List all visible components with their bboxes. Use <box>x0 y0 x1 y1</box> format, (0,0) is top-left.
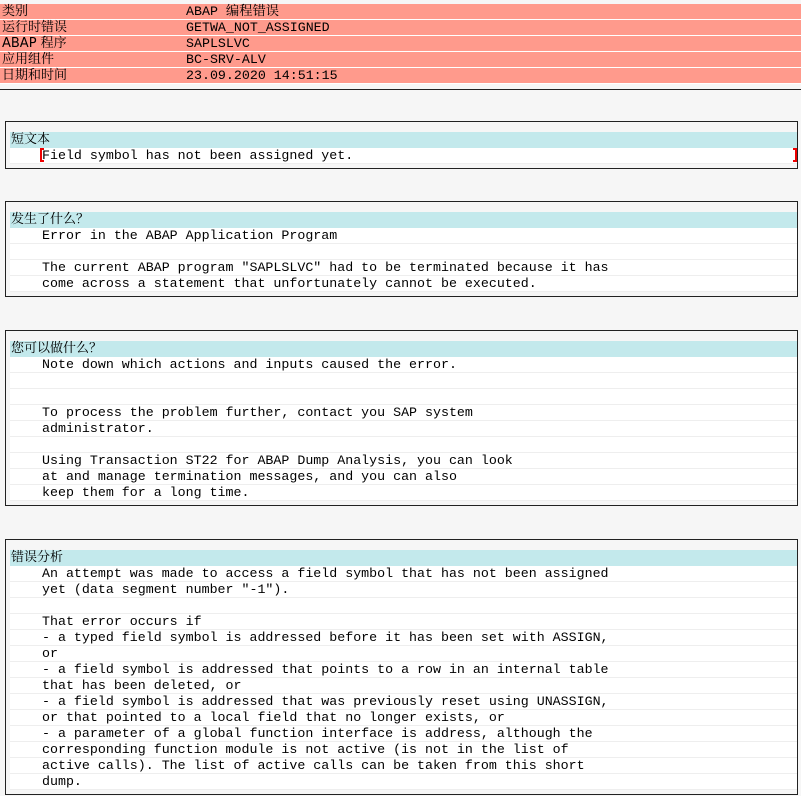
text-line-content: that has been deleted, or <box>42 678 242 693</box>
text-line-content: Using Transaction ST22 for ABAP Dump Analysis, you can look <box>42 453 513 468</box>
text-line[interactable] <box>10 630 797 646</box>
text-line[interactable] <box>10 710 797 726</box>
text-line[interactable] <box>10 726 797 742</box>
text-line[interactable] <box>10 598 797 614</box>
text-line[interactable] <box>10 485 797 501</box>
dump-header <box>0 4 801 84</box>
text-line[interactable] <box>10 646 797 662</box>
header-value: GETWA_NOT_ASSIGNED <box>186 20 330 35</box>
section-title: 您可以做什么？ <box>10 341 797 357</box>
header-row-category <box>0 4 801 20</box>
text-line[interactable] <box>10 662 797 678</box>
text-line-content: active calls). The list of active calls can be taken from this short <box>42 758 585 773</box>
text-line-content: The current ABAP program "SAPLSLVC" had to be terminated because it has <box>42 260 609 275</box>
text-line[interactable] <box>10 357 797 373</box>
header-key: 类别 <box>2 4 29 19</box>
text-line[interactable] <box>10 582 797 598</box>
section-short-text <box>5 121 798 169</box>
header-value: 23.09.2020 14:51:15 <box>186 68 338 83</box>
header-key: 运行时错误 <box>2 20 68 35</box>
text-line[interactable] <box>10 742 797 758</box>
header-divider <box>0 89 801 90</box>
section-title: 发生了什么？ <box>10 212 797 228</box>
selection-start-marker <box>40 148 44 162</box>
text-line-content: That error occurs if <box>42 614 202 629</box>
text-line[interactable] <box>10 405 797 421</box>
text-line[interactable] <box>10 276 797 292</box>
text-line-content: - a field symbol is addressed that points to a row in an internal table <box>42 662 609 677</box>
text-line[interactable] <box>10 614 797 630</box>
text-line-content: - a typed field symbol is addressed before it has been set with ASSIGN, <box>42 630 609 645</box>
section-what-happened <box>5 201 798 297</box>
text-line-content: Field symbol has not been assigned yet. <box>42 148 354 163</box>
text-line-content: come across a statement that unfortunately cannot be executed. <box>42 276 537 291</box>
text-line-content: administrator. <box>42 421 154 436</box>
text-line-content: - a field symbol is addressed that was previously reset using UNASSIGN, <box>42 694 609 709</box>
text-line[interactable] <box>10 566 797 582</box>
text-line[interactable] <box>10 694 797 710</box>
text-line[interactable] <box>10 244 797 260</box>
section-error-analysis <box>5 539 798 795</box>
header-row-datetime <box>0 68 801 84</box>
text-line-content: - a parameter of a global function interface is address, although the <box>42 726 593 741</box>
text-line[interactable] <box>10 678 797 694</box>
text-line[interactable] <box>10 453 797 469</box>
text-line[interactable] <box>10 774 797 790</box>
text-line[interactable] <box>10 228 797 244</box>
text-line-content: at and manage termination messages, and you can also <box>42 469 457 484</box>
text-line[interactable] <box>10 758 797 774</box>
text-line-content: An attempt was made to access a field symbol that has not been assigned <box>42 566 609 581</box>
selection-end-marker <box>793 148 797 162</box>
section-title: 短文本 <box>10 132 797 148</box>
text-line-content: dump. <box>42 774 82 789</box>
header-key: ABAP 程序 <box>2 36 67 51</box>
header-key: 应用组件 <box>2 52 55 67</box>
text-line-content: or <box>42 646 58 661</box>
header-key: 日期和时间 <box>2 68 68 83</box>
header-row-program <box>0 36 801 52</box>
text-line[interactable] <box>10 373 797 389</box>
text-line-content: Note down which actions and inputs caused the error. <box>42 357 457 372</box>
section-title: 错误分析 <box>10 550 797 566</box>
text-line-content: Error in the ABAP Application Program <box>42 228 338 243</box>
header-value: ABAP 编程错误 <box>186 4 280 19</box>
text-line[interactable] <box>10 389 797 405</box>
text-line-content: keep them for a long time. <box>42 485 250 500</box>
text-line-content: or that pointed to a local field that no longer exists, or <box>42 710 505 725</box>
text-line-content: To process the problem further, contact you SAP system <box>42 405 473 420</box>
header-row-component <box>0 52 801 68</box>
section-what-can-you-do <box>5 330 798 506</box>
text-line[interactable] <box>10 421 797 437</box>
text-line[interactable] <box>10 148 797 164</box>
text-line-content: yet (data segment number "-1"). <box>42 582 290 597</box>
text-line[interactable] <box>10 437 797 453</box>
text-line[interactable] <box>10 260 797 276</box>
header-value: SAPLSLVC <box>186 36 250 51</box>
text-line-content: corresponding function module is not active (is not in the list of <box>42 742 569 757</box>
header-row-runtime-error <box>0 20 801 36</box>
text-line[interactable] <box>10 469 797 485</box>
header-value: BC-SRV-ALV <box>186 52 266 67</box>
